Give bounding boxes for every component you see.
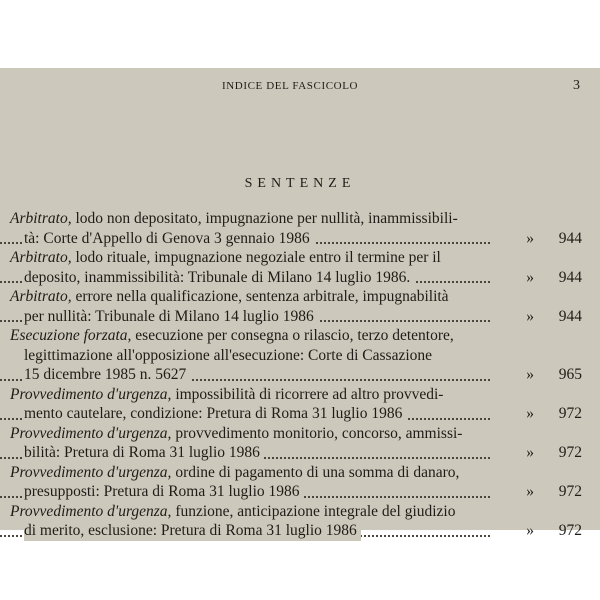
entry-description: legittimazione all'opposizione all'esecuzione: Corte di Cassazione bbox=[24, 346, 433, 364]
entry-text bbox=[24, 229, 314, 249]
index-entry bbox=[0, 287, 600, 326]
index-entry bbox=[0, 463, 600, 502]
page-reference bbox=[526, 365, 582, 385]
page-reference bbox=[526, 268, 582, 288]
ditto-mark: » bbox=[526, 229, 534, 247]
index-entry bbox=[0, 209, 600, 248]
page-reference bbox=[526, 307, 582, 327]
entry-description: lodo non depositato, impugnazione per nullità, inammissibili- bbox=[71, 210, 458, 227]
section-title: SENTENZE bbox=[244, 176, 356, 191]
index-entry bbox=[0, 326, 600, 385]
ditto-mark: » bbox=[526, 366, 534, 383]
entry-topic: Provvedimento d'urgenza, bbox=[10, 385, 172, 403]
index-entry bbox=[0, 424, 600, 463]
entry-line bbox=[0, 229, 498, 249]
entry-text bbox=[10, 327, 454, 344]
entry-text bbox=[10, 464, 459, 481]
entry-description: ordine di pagamento di una somma di danaro, bbox=[171, 463, 460, 481]
entry-line bbox=[0, 209, 498, 229]
entry-line bbox=[0, 443, 498, 463]
entry-text bbox=[10, 288, 449, 305]
entry-topic: Esecuzione forzata, bbox=[10, 327, 132, 344]
entry-page-number: 944 bbox=[558, 229, 582, 247]
entry-description: per nullità: Tribunale di Milano 14 luglio 1986 bbox=[24, 307, 314, 325]
entry-description: bilità: Pretura di Roma 31 luglio 1986 bbox=[24, 444, 260, 461]
page-number: 3 bbox=[573, 78, 580, 93]
entry-line bbox=[0, 502, 498, 522]
entry-description: lodo rituale, impugnazione negoziale entro il termine per il bbox=[71, 249, 441, 266]
ditto-mark: » bbox=[526, 405, 534, 422]
entry-line bbox=[0, 346, 498, 366]
entry-text bbox=[24, 521, 361, 541]
entry-description: 15 dicembre 1985 n. 5627 bbox=[24, 366, 187, 383]
page-reference bbox=[526, 404, 582, 424]
entry-line bbox=[0, 404, 498, 424]
ditto-mark: » bbox=[526, 522, 534, 539]
index-entries bbox=[0, 209, 600, 541]
entry-text bbox=[24, 404, 406, 424]
entry-page-number: 944 bbox=[558, 268, 582, 286]
entry-page-number: 944 bbox=[558, 307, 582, 325]
entry-text bbox=[24, 268, 414, 288]
entry-line bbox=[0, 268, 498, 288]
entry-text bbox=[10, 503, 456, 520]
ditto-mark: » bbox=[526, 268, 534, 286]
entry-text bbox=[24, 482, 304, 502]
running-head bbox=[0, 80, 600, 96]
entry-page-number: 965 bbox=[558, 366, 582, 383]
entry-description: provvedimento monitorio, concorso, ammissi- bbox=[171, 424, 463, 442]
ditto-mark: » bbox=[526, 307, 534, 325]
entry-description: mento cautelare, condizione: Pretura di Roma 31 luglio 1986 bbox=[24, 405, 403, 422]
entry-line bbox=[0, 248, 498, 268]
entry-page-number: 972 bbox=[558, 522, 582, 539]
entry-topic: Arbitrato, bbox=[10, 288, 72, 305]
index-entry bbox=[0, 248, 600, 287]
entry-line bbox=[0, 424, 498, 444]
running-title: INDICE DEL FASCICOLO bbox=[222, 80, 359, 92]
entry-topic: Provvedimento d'urgenza, bbox=[10, 463, 172, 481]
entry-topic: Provvedimento d'urgenza, bbox=[10, 424, 172, 442]
entry-description: deposito, inammissibilità: Tribunale di Milano 14 luglio 1986. bbox=[24, 268, 411, 286]
entry-text bbox=[24, 307, 318, 327]
entry-line bbox=[0, 482, 498, 502]
page-reference bbox=[526, 443, 582, 463]
entry-topic: Provvedimento d'urgenza, bbox=[10, 502, 172, 520]
entry-line bbox=[0, 326, 498, 346]
entry-page-number: 972 bbox=[558, 444, 582, 461]
entry-description: esecuzione per consegna o rilascio, terzo detentore, bbox=[131, 327, 454, 344]
page-reference bbox=[526, 482, 582, 502]
entry-line bbox=[0, 365, 498, 385]
page-reference bbox=[526, 229, 582, 249]
entry-line bbox=[0, 307, 498, 327]
index-entry bbox=[0, 502, 600, 541]
entry-description: presupposti: Pretura di Roma 31 luglio 1986 bbox=[24, 483, 300, 500]
entry-line bbox=[0, 385, 498, 405]
ditto-mark: » bbox=[526, 483, 534, 500]
entry-description: funzione, anticipazione integrale del giudizio bbox=[171, 502, 456, 520]
entry-text bbox=[10, 425, 462, 442]
entry-page-number: 972 bbox=[558, 483, 582, 500]
entry-text bbox=[10, 210, 458, 227]
book-page bbox=[0, 68, 600, 539]
entry-topic: Arbitrato, bbox=[10, 249, 72, 266]
entry-text bbox=[24, 443, 264, 463]
index-entry bbox=[0, 385, 600, 424]
entry-description: impossibilità di ricorrere ad altro provvedi- bbox=[171, 385, 444, 403]
page-reference bbox=[526, 521, 582, 541]
entry-text bbox=[24, 347, 432, 364]
entry-line bbox=[0, 463, 498, 483]
entry-line bbox=[0, 521, 498, 541]
entry-description: tà: Corte d'Appello di Genova 3 gennaio 1986 bbox=[24, 229, 310, 247]
entry-page-number: 972 bbox=[558, 405, 582, 422]
entry-description: errore nella qualificazione, sentenza arbitrale, impugnabilità bbox=[71, 288, 449, 305]
entry-text bbox=[10, 386, 443, 403]
ditto-mark: » bbox=[526, 444, 534, 461]
entry-topic: Arbitrato, bbox=[10, 210, 72, 227]
entry-text bbox=[24, 365, 190, 385]
entry-text bbox=[10, 249, 441, 266]
entry-line bbox=[0, 287, 498, 307]
entry-description: di merito, esclusione: Pretura di Roma 31 luglio 1986 bbox=[24, 522, 357, 539]
